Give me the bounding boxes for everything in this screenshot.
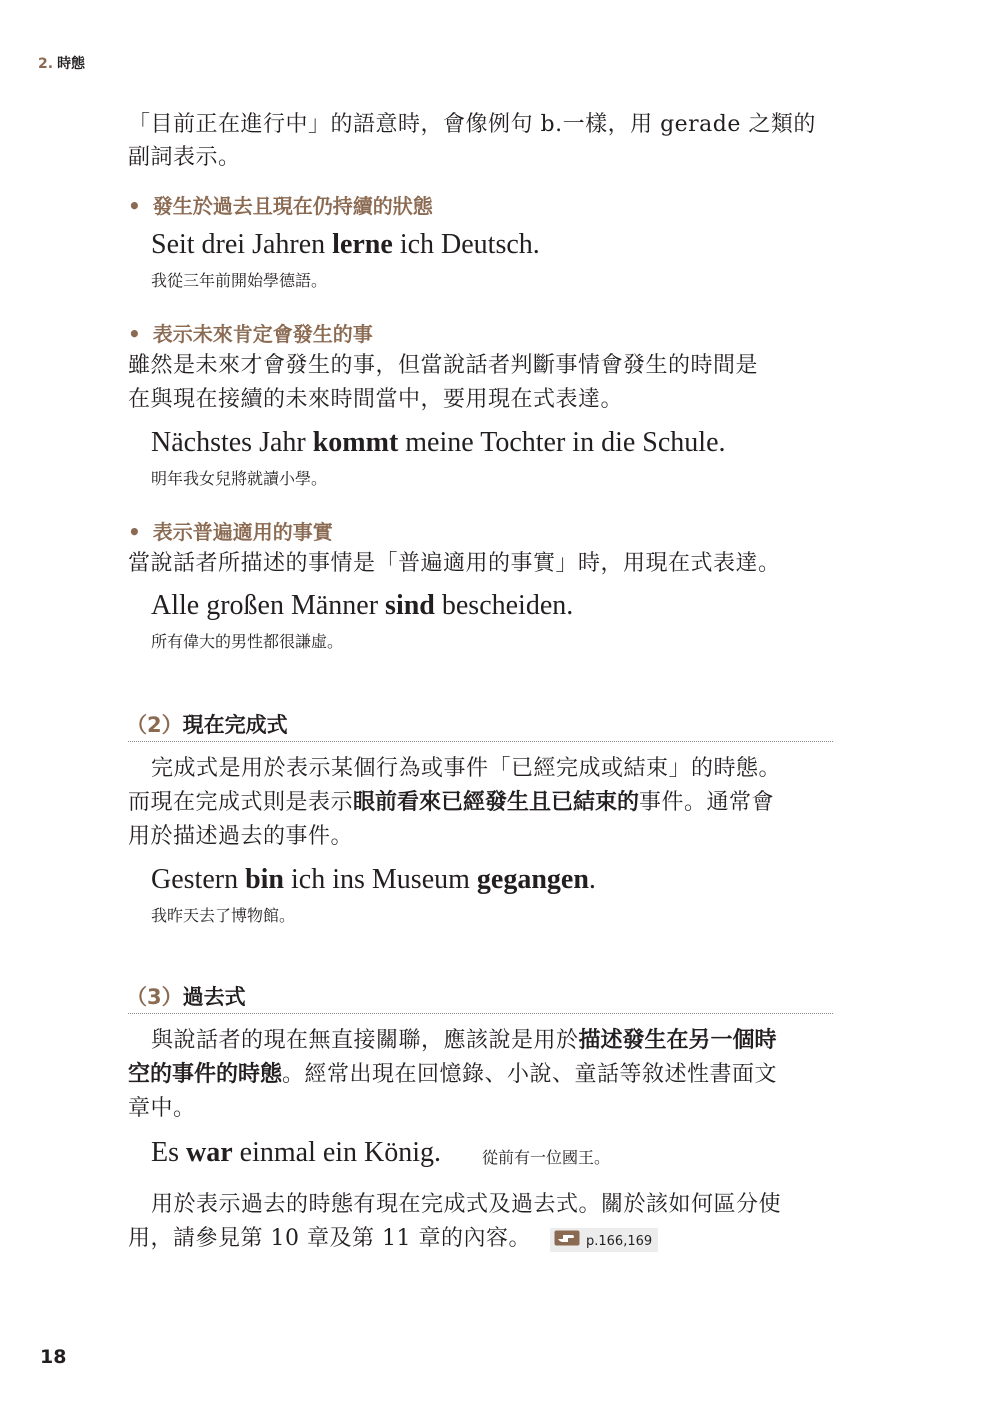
translation-1: 我從三年前開始學德語。 [151, 271, 328, 290]
bullet-2-desc-line-2: 在與現在接續的未來時間當中，要用現在式表達。 [128, 387, 624, 412]
section-2-line-3: 用於描述過去的事件。 [128, 824, 354, 849]
example-verb: gegangen [476, 864, 589, 895]
example-text: Gestern [151, 864, 246, 895]
section-3-line-3: 章中。 [128, 1096, 196, 1121]
page-reference-link[interactable] [550, 1228, 658, 1252]
intro-line-1: 「目前正在進行中」的語意時，會像例句 b.一樣，用 gerade 之類的 [128, 112, 816, 137]
emphasis-text: 描述發生在另一個時 [578, 1028, 777, 1053]
example-text: Es [151, 1137, 186, 1168]
example-verb: sind [385, 590, 435, 621]
emphasis-text: 眼前看來已經發生且已結束的 [353, 790, 640, 815]
section-3-line-2 [128, 1058, 777, 1092]
section-heading-present-perfect [126, 709, 288, 739]
example-sentence-5 [151, 1137, 441, 1169]
bullet-dot-icon: • [128, 520, 141, 544]
example-verb: kommt [312, 427, 399, 458]
bullet-title: 發生於過去且現在仍持續的狀態 [152, 194, 433, 218]
translation-2: 明年我女兒將就讀小學。 [151, 469, 328, 488]
example-verb: war [186, 1137, 233, 1168]
example-text: Nächstes Jahr [151, 427, 313, 458]
body-text: 。經常出現在回憶錄、小說、童話等敘述性書面文 [282, 1062, 778, 1087]
section-paren-open: （ [126, 713, 147, 737]
body-text: 事件。通常會 [639, 790, 775, 815]
example-sentence-1 [151, 229, 540, 261]
example-text: meine Tochter in die Schule. [398, 427, 726, 458]
section-paren-close: ） [161, 713, 183, 737]
running-header [38, 53, 85, 73]
bullet-heading-1 [128, 190, 433, 219]
intro-line-2: 副詞表示。 [128, 145, 241, 170]
example-text: ich ins Museum [284, 864, 477, 895]
example-text: . [588, 864, 596, 895]
bullet-dot-icon: • [128, 194, 141, 218]
example-text: ich Deutsch. [392, 229, 540, 260]
page-number: 18 [40, 1346, 67, 1368]
bullet-title: 表示普遍適用的事實 [152, 520, 333, 544]
example-text: Seit drei Jahren [151, 229, 333, 260]
example-sentence-3 [151, 590, 573, 622]
bullet-heading-3 [128, 516, 333, 545]
translation-5: 從前有一位國王。 [482, 1148, 611, 1167]
translation-3: 所有偉大的男性都很謙虛。 [151, 632, 344, 651]
section-2-line-1: 完成式是用於表示某個行為或事件「已經完成或結束」的時態。 [151, 756, 782, 781]
section-2-line-2 [128, 786, 774, 820]
section-paren-close: ） [161, 985, 183, 1009]
note-line-2: 用，請參見第 10 章及第 11 章的內容。 [128, 1226, 531, 1251]
example-verb: bin [245, 864, 285, 895]
chapter-title: 時態 [57, 56, 86, 72]
example-verb: lerne [332, 229, 393, 260]
example-text: einmal ein König. [232, 1137, 442, 1168]
section-heading-past-tense [126, 981, 246, 1011]
bullet-dot-icon: • [128, 322, 141, 346]
body-text: 而現在完成式則是表示 [128, 790, 354, 815]
bullet-2-desc-line-1: 雖然是未來才會發生的事，但當說話者判斷事情會發生的時間是 [128, 353, 759, 378]
section-title: 過去式 [182, 985, 246, 1009]
example-sentence-4 [151, 864, 596, 896]
section-title: 現在完成式 [182, 713, 288, 737]
example-sentence-2 [151, 427, 726, 459]
body-text: 與說話者的現在無直接關聯，應該說是用於 [151, 1028, 579, 1053]
example-text: Alle großen Männer [151, 590, 386, 621]
bullet-3-desc-line-1: 當說話者所描述的事情是「普遍適用的事實」時，用現在式表達。 [128, 551, 781, 576]
bullet-heading-2 [128, 318, 373, 347]
translation-4: 我昨天去了博物館。 [151, 906, 296, 925]
section-number: 2 [147, 713, 162, 737]
page-reference-text: p.166,169 [586, 1234, 653, 1249]
section-divider [128, 1013, 833, 1014]
section-3-line-1 [151, 1024, 777, 1058]
bullet-title: 表示未來肯定會發生的事 [152, 322, 373, 346]
example-text: bescheiden. [434, 590, 574, 621]
note-line-1: 用於表示過去的時態有現在完成式及過去式。關於該如何區分使 [151, 1192, 782, 1217]
section-paren-open: （ [126, 985, 147, 1009]
section-divider [128, 741, 833, 742]
section-number: 3 [147, 985, 162, 1009]
chapter-number: 2. [38, 56, 54, 72]
pointing-hand-icon [554, 1230, 580, 1253]
emphasis-text: 空的事件的時態 [128, 1062, 283, 1087]
